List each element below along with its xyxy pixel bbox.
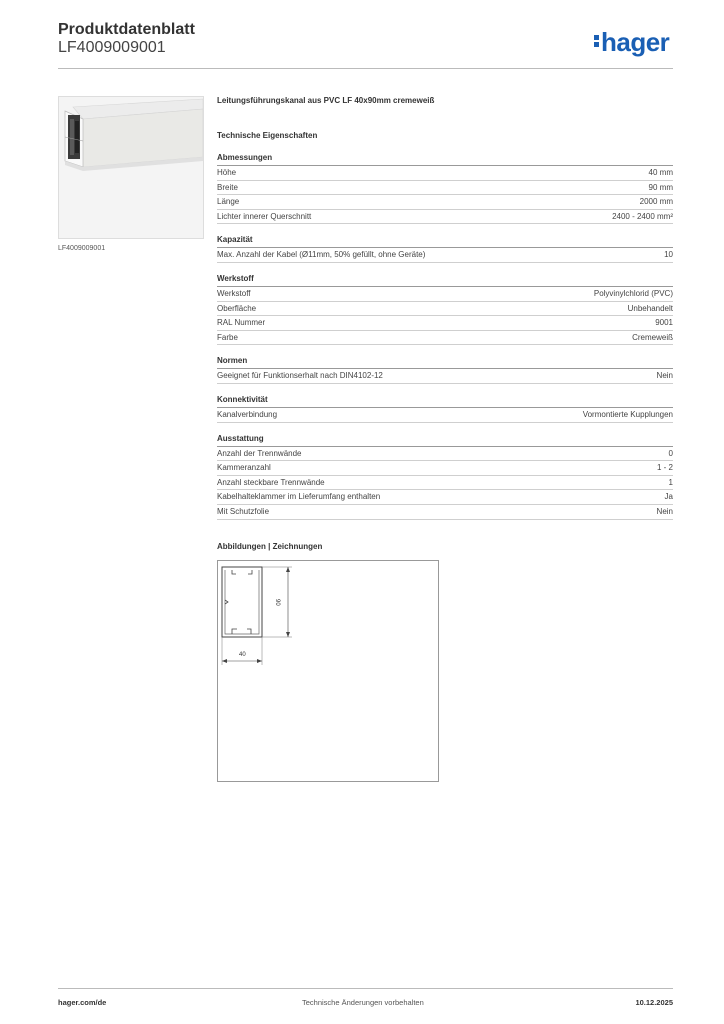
spec-row (217, 476, 673, 491)
spec-row (217, 490, 673, 505)
spec-value: 1 (668, 477, 673, 487)
section-title: Normen (217, 355, 673, 369)
spec-label: Mit Schutzfolie (217, 506, 270, 516)
product-image (58, 96, 204, 239)
spec-label: Oberfläche (217, 303, 257, 313)
spec-label: Anzahl der Trennwände (217, 448, 302, 458)
spec-value: 0 (668, 448, 673, 458)
spec-row (217, 210, 673, 225)
spec-label: RAL Nummer (217, 318, 266, 328)
properties-heading: Technische Eigenschaften (217, 131, 318, 140)
spec-label: Kabelhalteklammer im Lieferumfang enthalten (217, 492, 381, 502)
cable-duct-illustration (59, 97, 203, 238)
section-title: Werkstoff (217, 273, 673, 287)
spec-row (217, 316, 673, 331)
spec-label: Lichter innerer Querschnitt (217, 211, 312, 221)
spec-value: 2400 - 2400 mm² (612, 211, 673, 221)
spec-value: 2000 mm (639, 197, 673, 207)
logo-dots-icon (594, 33, 599, 49)
spec-label: Werkstoff (217, 288, 251, 298)
spec-value: 90 mm (648, 182, 673, 192)
header-divider (58, 68, 673, 69)
spec-label: Farbe (217, 332, 238, 342)
spec-value: 9001 (655, 318, 673, 328)
spec-value: Vormontierte Kupplungen (582, 409, 673, 419)
spec-label: Länge (217, 197, 240, 207)
spec-label: Höhe (217, 168, 237, 177)
spec-value: Ja (664, 492, 673, 502)
dimension-label-height: 90 (274, 599, 280, 606)
spec-value: Nein (656, 371, 673, 381)
spec-row (217, 166, 673, 181)
dimension-label-width: 40 (239, 652, 246, 658)
spec-label: Kanalverbindung (217, 409, 278, 419)
technical-drawing (217, 560, 439, 782)
spec-row (217, 447, 673, 462)
footer-divider (58, 988, 673, 989)
figures-heading: Abbildungen | Zeichnungen (217, 541, 323, 551)
spec-value: Unbehandelt (627, 303, 673, 313)
article-number: LF4009009001 (58, 39, 166, 56)
section-abmessungen (217, 152, 673, 224)
section-title: Ausstattung (217, 433, 673, 447)
section-werkstoff (217, 273, 673, 345)
spec-label: Geeignet für Funktionserhalt nach DIN4102-12 (217, 371, 383, 381)
logo-text: hager (601, 27, 670, 57)
hager-logo (594, 27, 669, 58)
spec-row (217, 302, 673, 317)
spec-label: Breite (217, 182, 238, 192)
section-ausstattung (217, 433, 673, 520)
section-kapazitaet (217, 234, 673, 263)
spec-row (217, 331, 673, 346)
footer-notice: Technische Änderungen vorbehalten (302, 998, 424, 1007)
spec-value: 10 (664, 250, 673, 260)
spec-row (217, 181, 673, 196)
spec-row (217, 461, 673, 476)
footer-date: 10.12.2025 (635, 998, 673, 1007)
footer-website: hager.com/de (58, 998, 107, 1007)
spec-label: Anzahl steckbare Trennwände (217, 477, 325, 487)
spec-row (217, 408, 673, 423)
spec-value: Nein (656, 506, 673, 516)
spec-value: Cremeweiß (632, 332, 673, 342)
spec-row (217, 248, 673, 263)
product-details (217, 96, 673, 554)
spec-label: Max. Anzahl der Kabel (Ø11mm, 50% gefüllt, ohne Geräte) (217, 250, 426, 260)
spec-row (217, 369, 673, 384)
section-konnektivitaet (217, 394, 673, 423)
spec-row (217, 287, 673, 302)
spec-value: 1 - 2 (656, 463, 673, 473)
image-caption: LF4009009001 (58, 245, 106, 252)
section-title: Abmessungen (217, 152, 673, 166)
cross-section-drawing (218, 561, 438, 781)
section-title: Kapazität (217, 234, 673, 248)
section-title: Konnektivität (217, 394, 673, 408)
spec-value: 40 mm (648, 168, 673, 177)
spec-label: Kammeranzahl (217, 463, 271, 473)
spec-value: Polyvinylchlorid (PVC) (593, 288, 673, 298)
section-normen (217, 355, 673, 384)
product-title: Leitungsführungskanal aus PVC LF 40x90mm cremeweiß (217, 96, 435, 105)
spec-row (217, 195, 673, 210)
page-title: Produktdatenblatt (58, 21, 195, 38)
spec-row (217, 505, 673, 520)
